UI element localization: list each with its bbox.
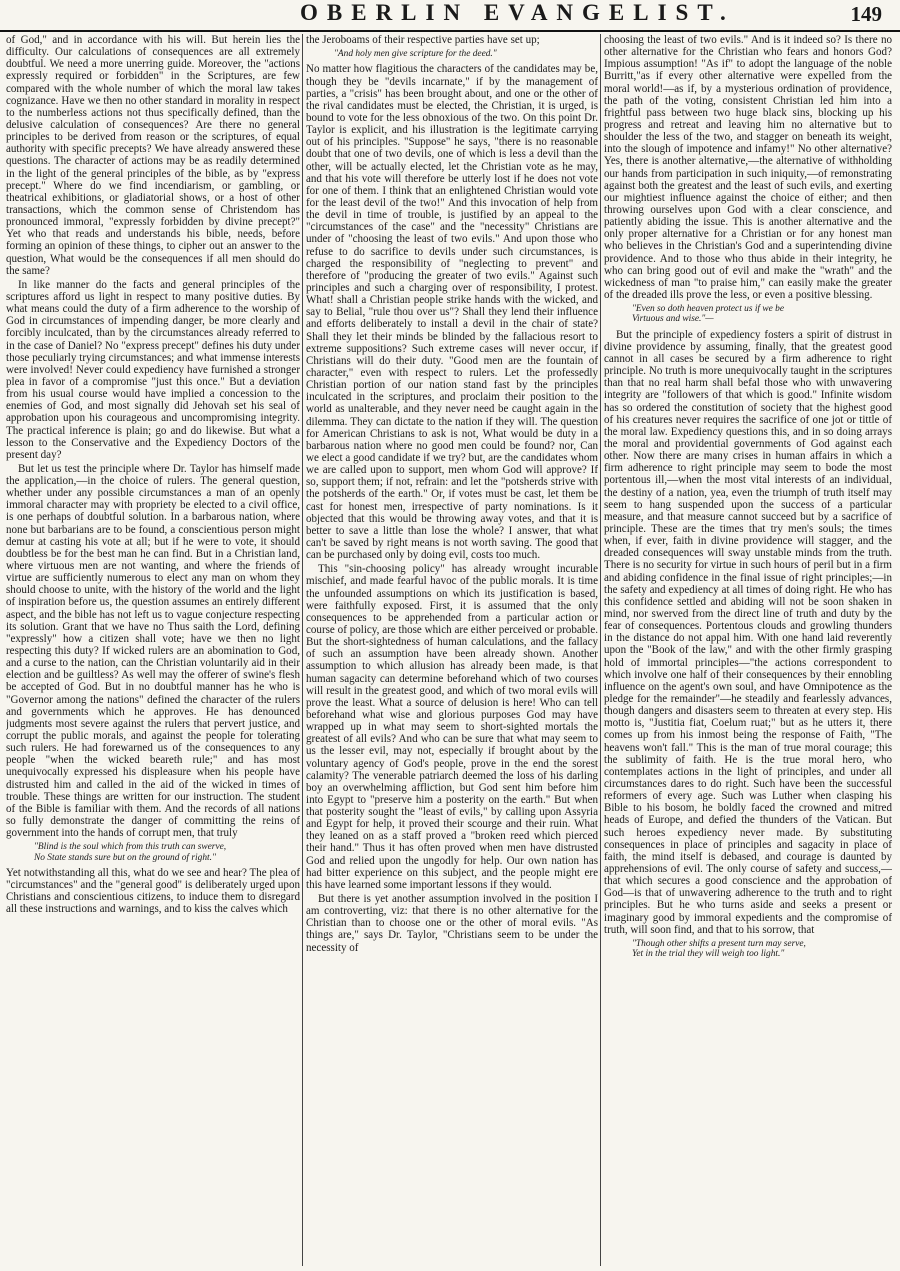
paragraph: But there is yet another assumption involved in the position I am controverting, viz: that there is no other alternative for the Christian than to choose one or the other of moral evils. "As things are," says Dr. Taylor, "Christians seem to be under the necessity of	[306, 893, 598, 954]
verse-line: Virtuous and wise."—	[632, 314, 714, 325]
verse-line: "And holy men give scripture for the deed."	[334, 49, 497, 60]
text-column-1	[6, 34, 300, 1266]
paragraph: But the principle of expediency fosters a spirit of distrust in divine providence by assuming, finally, that the greatest good cannot in all cases be secured by a firm adherence to right principle. No truth is more unequivocally taught in the scriptures than that no real harm shall befal those who with unwavering integrity are "followers of that which is good." Infinite wisdom has so ordered the constitution of society that the highest good of his creatures never requires the sacrifice of one jot or tittle of the moral law. Expediency questions this, and in so doing arrays the moral and providential governments of God against each other. Now there are many crises in human affairs in which a firm adherence to right principle may seem to bode the most portentous ill,—when the most vital interests of an individual, the destiny of a nation, yea, even the triumph of truth itself may seem to hang suspended upon the success of a particular measure, and that measure cannot succeed but by a sacrifice of principle. These are the times that try men's souls; the times when, if ever, faith in divine providence will stagger, and the dreaded consequences will sway unstable minds from the truth. There is no security for virtue in such hours of peril but in a firm and abiding confidence in the final issue of right principles;—in the safety and expediency at all times of doing right. He who has this confidence settled and abiding will not be soon shaken in mind, nor swerved from the direct line of truth and duty by the fear of consequences. Portentous clouds and growling thunders in the distance do not appal him. With one hand laid reverently upon the "Book of the law," and with the other firmly grasping hold of immortal principles—"the actions correspondent to which involve one half of their consequences by their ennobling influence on the agent's own soul, and have Omnipotence as the pledge for the remainder"—he steadily and fearlessly advances, though dangers and disasters seem to threaten at every step. His motto is, "Justitia fiat, Coelum ruat;" but as he utters it, there comes up from his inmost being the response of Faith, "The heavens won't fall." This is the man of true moral courage; this the sublimity of faith. He is the true moral hero, who contemplates actions in the light of principles, and under all circumstances dares to do right. Such have been the successful reformers of every age. Such was Luther when clasping his Bible to his bosom, he boldly faced the crowned and mitred heads of Europe, and defied the thunders of the Vatican. But such heroes expediency never made. By substituting consequences in place of principles and sagacity in place of faith, the mind itself is debased, and courage is daunted by apprehensions of evil. The only course of safety and success,—that which secures a good conscience and the approbation of God—is that of unwavering adherence to the truth and to right principles. But he who turns aside and seeks a present or imaginary good by immoral expedients and the compromise of truth, will soon find, and that to his sorrow, that	[604, 328, 892, 936]
column-rule	[600, 34, 601, 1266]
verse-quote	[632, 304, 892, 325]
verse-line: Yet in the trial they will weigh too light."	[632, 949, 785, 960]
paragraph: In like manner do the facts and general principles of the scriptures afford us light in respect to many positive duties. By what means could the duty of a firm adherence to the worship of God in circumstances of impending danger, be more clearly and forcibly inculcated, than by the circumstances already referred to in the case of Daniel? No "express precept" defines his duty under those peculiarly trying circumstances; and what immense interests were involved! Never could expediency have furnished a stronger plea in favor of a compromise "just this once." But a deviation from his usual course would have implied a concession to the enemies of God, and most signally did Jehovah set his seal of approbation upon his courageous and uncompromising integrity. The practical inference is plain; go and do likewise. But what a lesson to the Conservative and the Expediency Doctors of the present day?	[6, 278, 300, 461]
page-number: 149	[850, 2, 882, 26]
column-rule	[302, 34, 303, 1266]
paragraph: This "sin-choosing policy" has already wrought incurable mischief, and made fearful havoc of the public morals. It is time the unfounded assumptions on which its justification is based, were faithfully exposed. First, it is assumed that the only consequences to be apprehended from a particular action or course of policy, are those which are either perceived or probable. But the short-sightedness of human calculations, and the fallacy of such an assumption have been already shown. Another assumption to which allusion has already been made, is that human sagacity can determine beforehand which of two courses will result in the greatest good, and which of two moral evils will prove the least. What a source of delusion is here! Who can tell beforehand what wise and glorious purposes God may have wrapped up in what may seem to short-sighted mortals the greatest of all evils? And who can be sure that what may seem to us the lesser evil, may not, especially if brought about by the voluntary agency of God's people, prove in the end the sorest calamity? The venerable patriarch deemed the loss of his darling boy an overwhelming affliction, but God sent him before him into Egypt to "preserve him a posterity on the earth." But when that posterity sought the "least of evils," by calling upon Assyria and Egypt for help, it proved their scourge and their ruin. What they leaned on as a staff proved a "broken reed which pierced their hand." Thus it has often proved when men have distrusted God and relied upon the ungodly for help. Our own nation has had bitter experience on this subject, and the people might ere this have learned some important lessons if they would.	[306, 563, 598, 891]
verse-line: "Blind is the soul which from this truth can swerve,	[34, 842, 227, 853]
publication-title: OBERLIN EVANGELIST.	[300, 0, 735, 25]
text-column-2	[306, 34, 598, 1266]
verse-line: No State stands sure but on the ground of right."	[34, 852, 216, 863]
paragraph: Yet notwithstanding all this, what do we see and hear? The plea of "circumstances" and the "general good" is deliberately urged upon Christians and conscientious citizens, to induce them to disregard all these instructions and warnings, and to kiss the calves which	[6, 866, 300, 916]
paragraph: No matter how flagitious the characters of the candidates may be, though they be "devils incarnate," if by the management of parties, a "crisis" has been brought about, and one or the other of the rival candidates must be elected, the Christian, it is urged, is bound to vote for the less obnoxious of the two. On this point Dr. Taylor is explicit, and his illustration is the legitimate carrying out of his principles. "Suppose" he says, "there is no reasonable doubt that one of two devils, one of which is less a devil than the other, will be actually elected, let the Christian vote as he may, and that his vote will therefore be utterly lost if he does not vote for one of them. I think that an enlightened Christian would vote for the least devil of the two!" And this invocation of help from the devil in time of trouble, is justified by an appeal to the "circumstances of the case" and the "necessity" Christians are under of "choosing the least of two evils." And upon those who refuse to do sacrifice to devils under such circumstances, is charged the responsibility of "neglecting to prevent" and therefore of "producing the greater of two evils." Against such principles and such a charging over of responsibility, I protest. What! shall a Christian people strike hands with the wicked, and say to Belial, "rule thou over us"? Shall they lend their influence and efforts deliberately to install a devil in the chair of state? Shall they let their minds be blinded by the fallacious resort to extreme suppositions? Such extreme cases will never occur, if Christians will do their duty. "Good men are the fountain of character," even with respect to rulers. Let the professedly Christian portion of our nation stand fast by the principles inculcated in the scriptures, and proclaim their position to the world as unalterable, and they never need be caught again in the dilemma. They can dictate to the nation if they will. The question for American Christians to ask is not, What would be duty in a barbarous nation where no good men could be found? nor, Can we elect a good candidate if we try? but, are the candidates whom we are called upon to support, men whom God will approve? If so, support them; if not, refrain: and let the "potsherds strive with the potsherds of the earth." Or, if votes must be cast, let them be cast for honest men, irrespective of party nominations. Is it objected that this would be throwing away votes, and that it is better to save a little than lose the whole? I answer, that what can't be saved by right means is not worth saving. The good that can be purchased only by doing evil, costs too much.	[306, 63, 598, 562]
text-column-3	[604, 34, 892, 1266]
paragraph: choosing the least of two evils." And is it indeed so? Is there no other alternative for the Christian who fears and honors God? Impious assumption! "As if" to adopt the language of the noble Burritt,"as if every other alternative were expelled from the moral world!—as if, by a mysterious ordination of providence, the path of the voting, consistent Christian led him into a frightful pass between two huge black sins, blocking up his progress and retreat and leaving him no alternative but to shoulder the less of the two, and stagger on beneath its weight, into the slough of impotence and infamy!" No other alternative? Yes, there is another alternative,—the alternative of withholding our hands from participation in such iniquity,—of remonstrating against both the greatest and the least of such evils, and exerting our mightiest influence against the choice of either; and then throwing ourselves upon God with a clear conscience, and patiently abiding the issue. This is another alternative and the only proper alternative for a Christian or for any honest man who believes in the Christian's God and a superintending divine providence. And to those who thus abide in their integrity, he who can bring good out of evil and make the "wrath" and the wickedness of man "to praise him," can easily make the greater of the dreaded ills prove the less, or even a positive blessing.	[604, 34, 892, 301]
verse-line: "Though other shifts a present turn may serve,	[632, 938, 806, 949]
verse-quote	[334, 49, 598, 59]
masthead	[0, 0, 900, 32]
verse-line: "Even so doth heaven protect us if we be	[632, 304, 784, 315]
paragraph: of God," and in accordance with his will. But herein lies the difficulty. Our calculations of consequences are all extremely doubtful. We need a more unerring guide. Moreover, the "actions expressly required or forbidden" in the Scriptures, are few compared with the whole number of which the moral law takes cognizance. Have we then no other standard in morality in respect to the numberless actions not thus specifically defined, than the delusive calculation of consequences? Are there no general principles to be derived from reason or the scriptures, of equal authority with specific precepts? We have already answered these questions. The character of actions may be as readily determined in the light of the general principles of the bible, as by "express precept." Where do we find incendiarism, or gambling, or theatrical exhibitions, or gladiatorial shows, or a host of other transactions, which the common sense of Christendom has pronounced immoral, "expressly forbidden by divine precept?" Yet who that reads and understands his bible, needs, before forming an opinion of these things, to cipher out an answer to the question, What would be the consequences if all men should do the same?	[6, 34, 300, 277]
paragraph: But let us test the principle where Dr. Taylor has himself made the application,—in the choice of rulers. The general question, whether under any possible circumstances a man of an openly immoral character may with propriety be elected to a civil office, is one perhaps of doubtful solution. In a barbarous nation, where none but barbarians are to be found, a conscientious person might demur at casting his vote at all; but if he were to vote, it should doubtless be for the best man he can find. But in a Christian land, where virtuous men are not wanting, and where the friends of virtue are sufficiently numerous to elect any man on whom they should choose to unite, with the history of the world and the light of inspiration before us, the question assumes an entirely different aspect, and the bible has not left us to vague conjecture respecting its solution. Grant that we have no Thus saith the Lord, defining "expressly" how a citizen shall vote; have we then no light respecting this duty? If wicked rulers are an abomination to God, and a curse to the nation, can the Christian voluntarily aid in their election and be guiltless? As well may the offerer of swine's flesh be accepted of God. But in no doubtful manner has he who is "Governor among the nations" defined the character of the rulers and governments which he approves. He has denounced judgments most severe against the rulers that pervert justice, and corrupt the public morals, and against the people for tolerating such rulers. He had forewarned us of the consequences to any people "when the wicked beareth rule;" and has most unequivocally expressed his displeasure when his people have distrusted him and called in the aid of the wicked in times of trouble. These things are written for our instruction. The student of the Bible is familiar with them. And the records of all nations so fully demonstrate the danger of committing the reins of government into the hands of corrupt men, that truly	[6, 462, 300, 840]
verse-quote	[632, 939, 892, 960]
paragraph: the Jeroboams of their respective parties have set up;	[306, 34, 540, 46]
verse-quote	[34, 842, 300, 863]
